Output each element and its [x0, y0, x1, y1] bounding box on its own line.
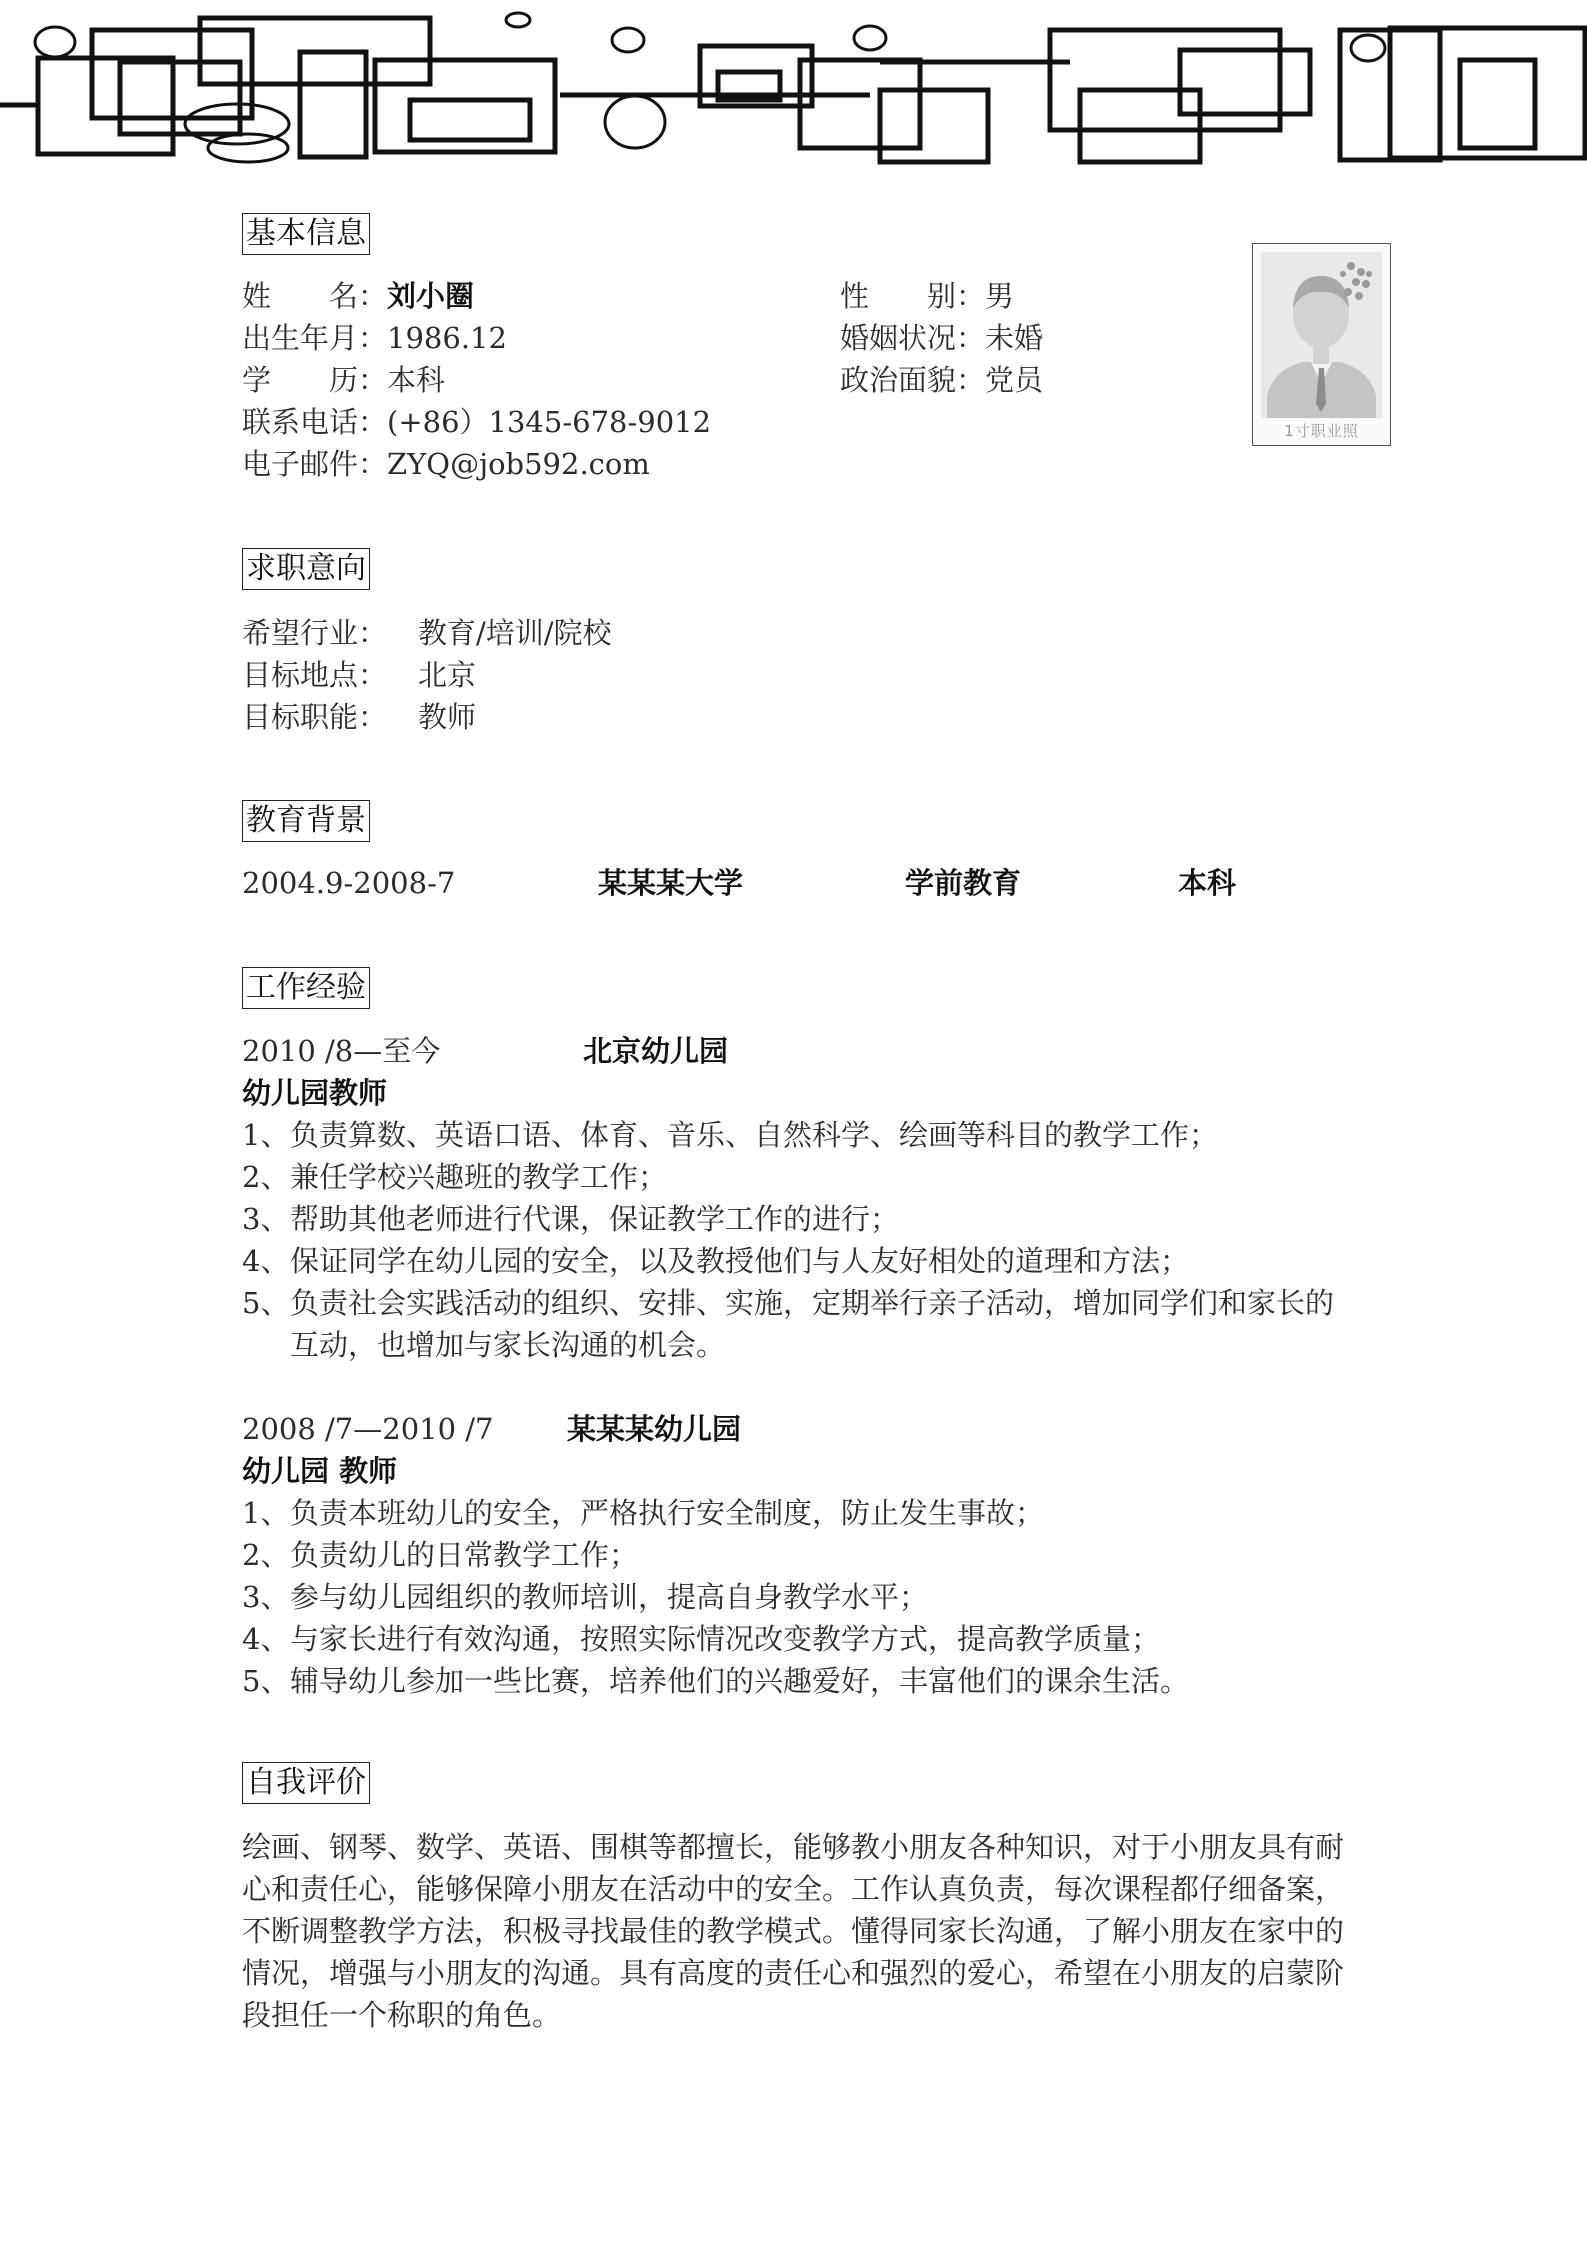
duty-number: 3、 — [242, 1580, 290, 1614]
section-heading-intent: 求职意向 — [242, 548, 370, 590]
job-1-company: 北京幼儿园 — [583, 1034, 729, 1068]
name-row — [242, 275, 474, 317]
political-value: 党员 — [985, 363, 1044, 397]
profile-photo — [1252, 243, 1391, 446]
birth-label: 出生年月： — [242, 321, 388, 355]
duty-text: 辅导幼儿参加一些比赛，培养他们的兴趣爱好，丰富他们的课余生活。 — [290, 1664, 1190, 1698]
job-1-duty-4 — [242, 1240, 1362, 1282]
location-value: 北京 — [418, 658, 477, 692]
section-heading-self-eval: 自我评价 — [242, 1762, 370, 1804]
position-value: 教师 — [418, 700, 477, 734]
duty-text: 负责算数、英语口语、体育、音乐、自然科学、绘画等科目的教学工作； — [290, 1118, 1219, 1152]
birth-row — [242, 317, 507, 359]
decorative-header-banner — [0, 0, 1587, 175]
duty-number: 4、 — [242, 1622, 290, 1656]
job-1-period: 2010 /8—至今 — [242, 1034, 441, 1068]
job-2-duty-1 — [242, 1492, 1362, 1534]
photo-caption: 1寸职业照 — [1284, 422, 1359, 440]
phone-row — [242, 401, 711, 443]
job-1-duty-2 — [242, 1156, 1362, 1198]
marital-value: 未婚 — [985, 321, 1044, 355]
email-value: ZYQ@job592.com — [387, 447, 650, 481]
job-2-duty-5 — [242, 1660, 1362, 1702]
duty-text: 参与幼儿园组织的教师培训，提高自身教学水平； — [290, 1580, 929, 1614]
person-silhouette-icon — [1253, 244, 1390, 445]
gender-row — [840, 275, 1014, 317]
political-label: 政治面貌： — [840, 363, 986, 397]
gender-label: 性 别： — [840, 279, 986, 313]
section-heading-education: 教育背景 — [242, 800, 370, 842]
phone-value: (+86）1345-678-9012 — [387, 405, 712, 439]
phone-label: 联系电话： — [242, 405, 388, 439]
position-row — [242, 696, 476, 738]
duty-number: 5、 — [242, 1664, 290, 1698]
job-2-duty-3 — [242, 1576, 1362, 1618]
duty-text: 兼任学校兴趣班的教学工作； — [290, 1160, 668, 1194]
name-value: 刘小圈 — [387, 279, 475, 313]
email-label: 电子邮件： — [242, 447, 388, 481]
job-2-period: 2008 /7—2010 /7 — [242, 1412, 494, 1446]
duty-text: 与家长进行有效沟通，按照实际情况改变教学方式，提高教学质量； — [290, 1622, 1161, 1656]
duty-number: 5、 — [242, 1286, 290, 1320]
education-major: 学前教育 — [905, 866, 1022, 900]
education-period: 2004.9-2008-7 — [242, 866, 456, 900]
degree-label: 学 历： — [242, 363, 388, 397]
section-heading-basic: 基本信息 — [242, 213, 370, 255]
name-label: 姓 名： — [242, 279, 388, 313]
section-heading-work: 工作经验 — [242, 967, 370, 1009]
duty-text: 保证同学在幼儿园的安全，以及教授他们与人友好相处的道理和方法； — [290, 1244, 1190, 1278]
job-2-duty-2 — [242, 1534, 1362, 1576]
marital-row — [840, 317, 1043, 359]
job-1-duty-5 — [242, 1282, 1362, 1366]
job-2-company: 某某某幼儿园 — [567, 1412, 742, 1446]
duty-text: 负责社会实践活动的组织、安排、实施，定期举行亲子活动，增加同学们和家长的互动，也增加与家长沟通的机会。 — [290, 1286, 1335, 1362]
position-label: 目标职能： — [242, 700, 388, 734]
industry-label: 希望行业： — [242, 616, 388, 650]
duty-number: 1、 — [242, 1496, 290, 1530]
education-school: 某某某大学 — [598, 866, 744, 900]
job-1-title: 幼儿园教师 — [242, 1076, 388, 1110]
education-degree: 本科 — [1178, 866, 1237, 900]
duty-number: 1、 — [242, 1118, 290, 1152]
industry-row — [242, 612, 612, 654]
duty-number: 2、 — [242, 1538, 290, 1572]
marital-label: 婚姻状况： — [840, 321, 986, 355]
degree-row — [242, 359, 445, 401]
email-row — [242, 443, 650, 485]
duty-text: 帮助其他老师进行代课，保证教学工作的进行； — [290, 1202, 900, 1236]
degree-value: 本科 — [387, 363, 446, 397]
job-1-duty-1 — [242, 1114, 1362, 1156]
industry-value: 教育/培训/院校 — [418, 616, 612, 650]
duty-text: 负责幼儿的日常教学工作； — [290, 1538, 639, 1572]
location-label: 目标地点： — [242, 658, 388, 692]
self-evaluation-text: 绘画、钢琴、数学、英语、围棋等都擅长，能够教小朋友各种知识，对于小朋友具有耐心和责任心，能够保障小朋友在活动中的安全。工作认真负责，每次课程都仔细备案，不断调整教学方法，积极寻找最佳的教学模式。懂得同家长沟通，了解小朋友在家中的情况，增强与小朋友的沟通。具有高度的责任心和强烈的爱心，希望在小朋友的启蒙阶段担任一个称职的角色。 — [242, 1830, 1345, 2032]
job-2-duty-4 — [242, 1618, 1362, 1660]
job-1-duty-3 — [242, 1198, 1362, 1240]
duty-text: 负责本班幼儿的安全，严格执行安全制度，防止发生事故； — [290, 1496, 1045, 1530]
location-row — [242, 654, 476, 696]
job-2-title: 幼儿园 教师 — [242, 1454, 398, 1488]
political-row — [840, 359, 1043, 401]
duty-number: 2、 — [242, 1160, 290, 1194]
duty-number: 3、 — [242, 1202, 290, 1236]
gender-value: 男 — [985, 279, 1015, 313]
duty-number: 4、 — [242, 1244, 290, 1278]
birth-value: 1986.12 — [387, 321, 507, 355]
